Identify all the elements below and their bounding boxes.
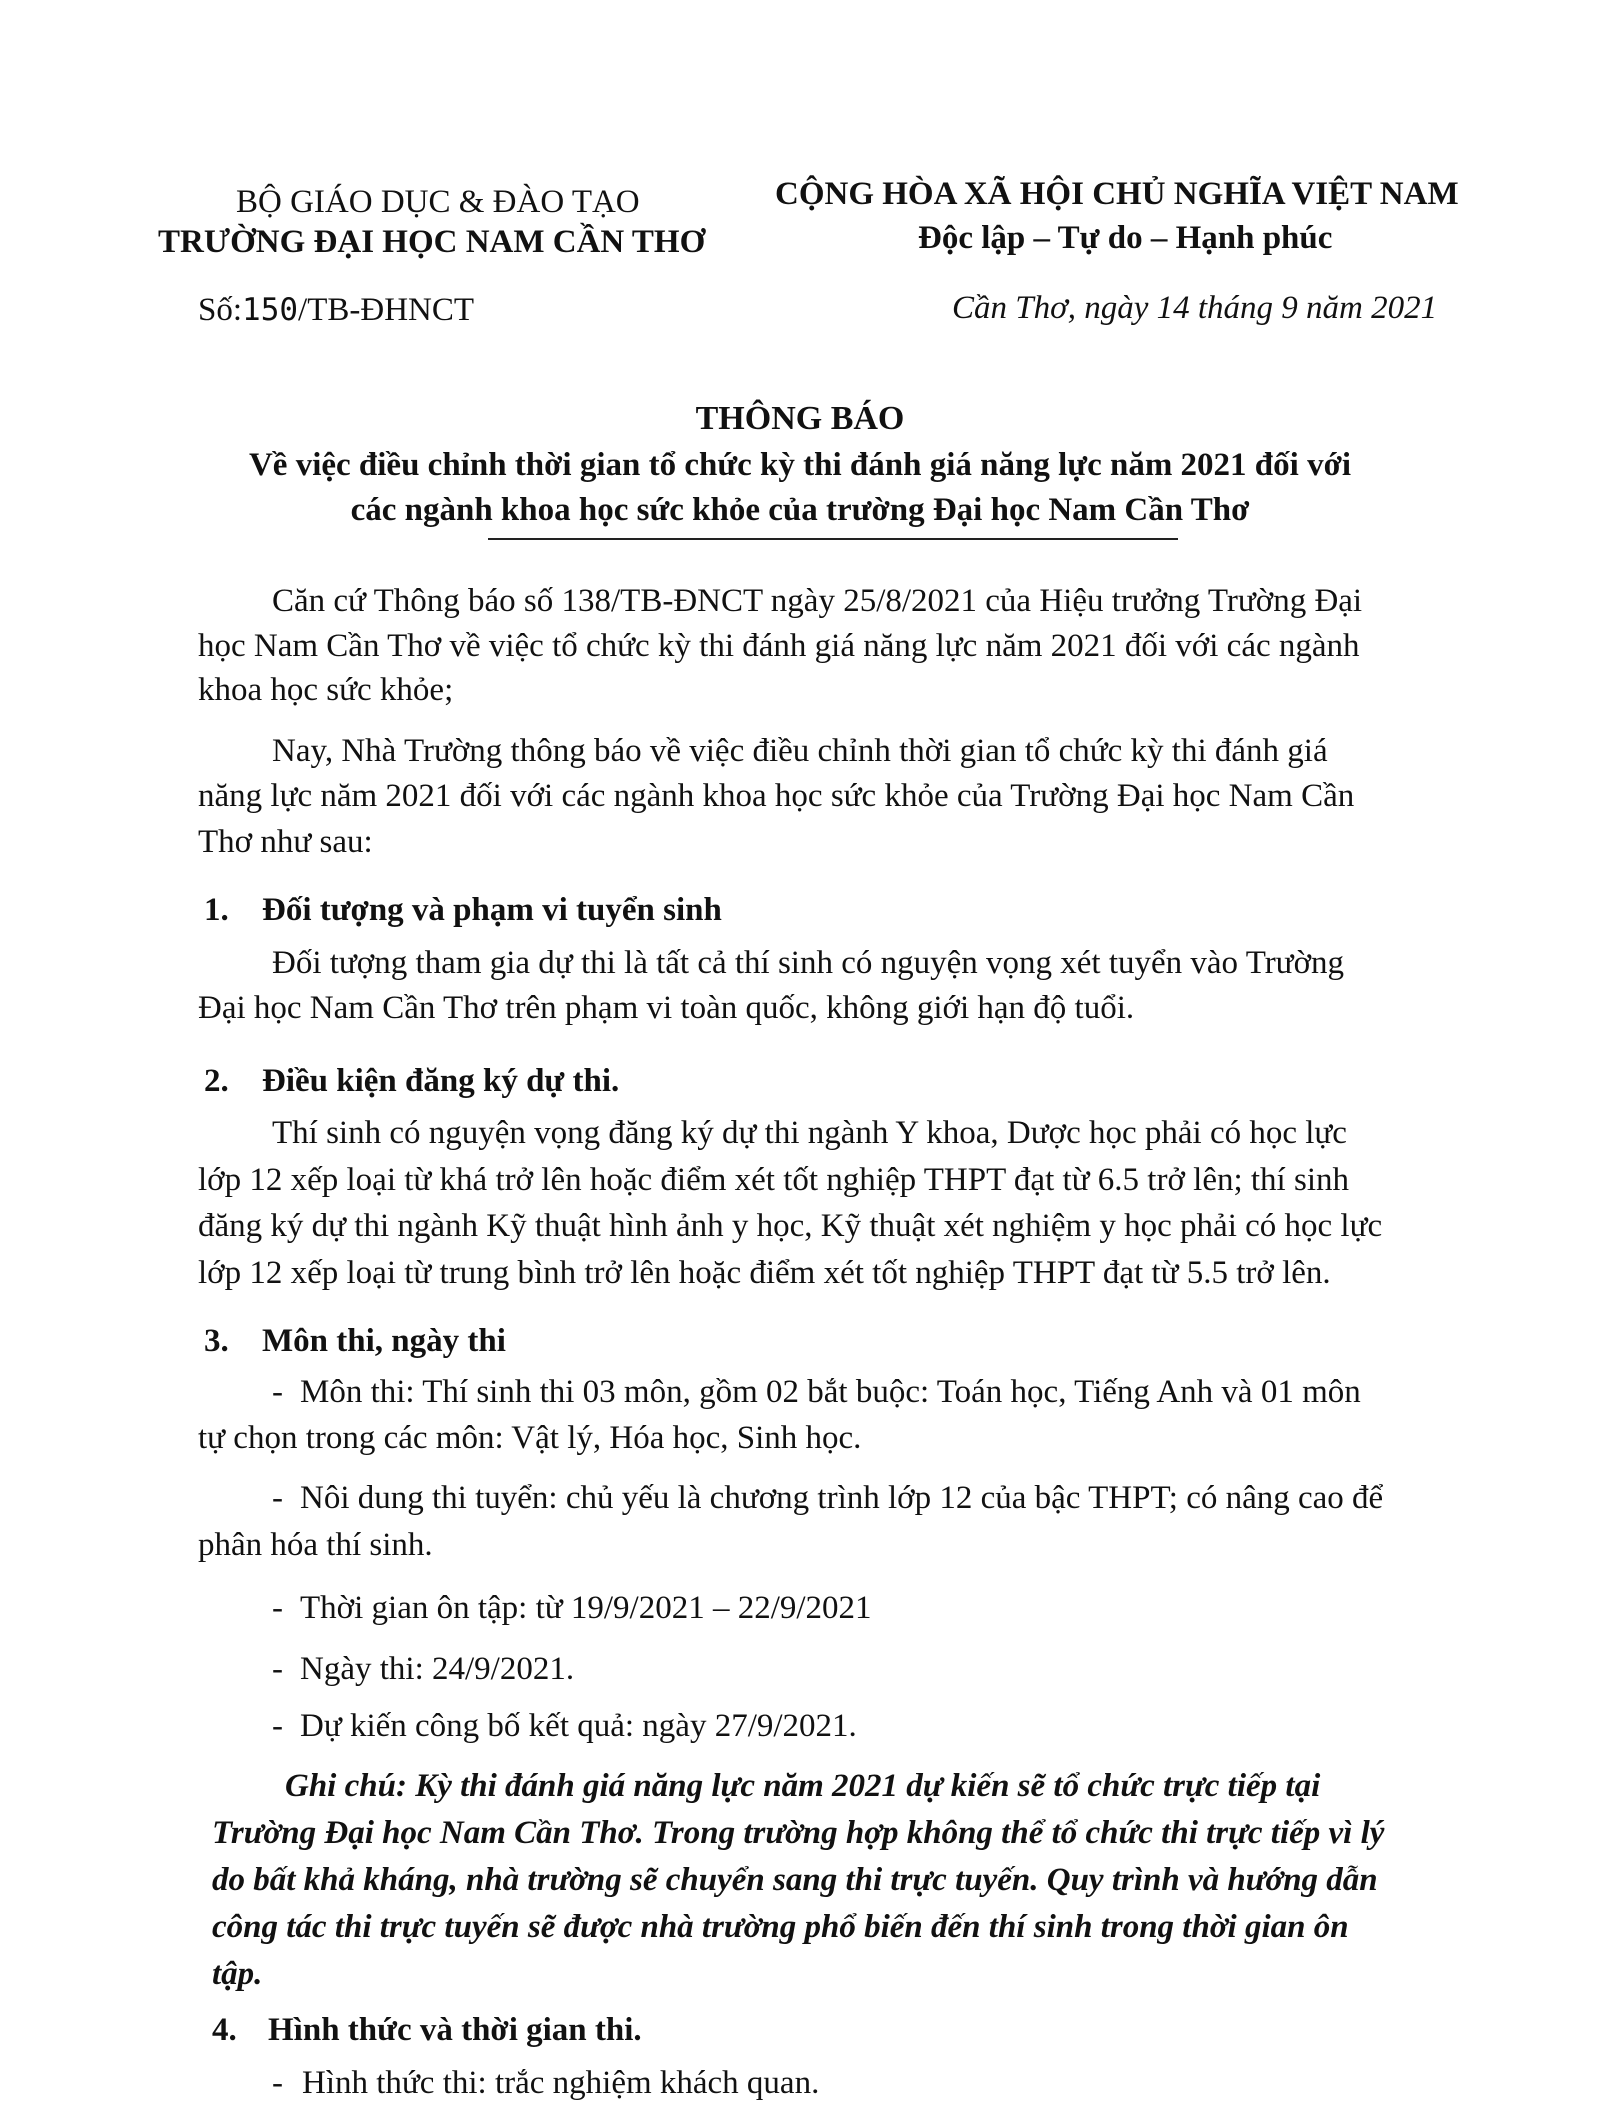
section3-item5: Dự kiến công bố kết quả: ngày 27/9/2021. <box>300 1708 857 1744</box>
section3-item2-line1: Nôi dung thi tuyển: chủ yếu là chương trình lớp 12 của bậc THPT; có nâng cao để <box>300 1480 1384 1516</box>
document-number-suffix: /TB-ĐHNCT <box>298 292 475 328</box>
section3-item2-dash: - <box>272 1480 283 1516</box>
note-line3: do bất khả kháng, nhà trường sẽ chuyển sang thi trực tuyến. Quy trình và hướng dẫn <box>212 1862 1378 1898</box>
nation-name: CỘNG HÒA XÃ HỘI CHỦ NGHĨA VIỆT NAM <box>775 176 1459 212</box>
intro-p2-line2: năng lực năm 2021 đối với các ngành khoa học sức khỏe của Trường Đại học Nam Cần <box>198 778 1355 814</box>
section4-number: 4. <box>212 2012 237 2048</box>
section2-line1: Thí sinh có nguyện vọng đăng ký dự thi ngành Y khoa, Dược học phải có học lực <box>272 1115 1347 1151</box>
document-subtitle-line1: Về việc điều chỉnh thời gian tổ chức kỳ thi đánh giá năng lực năm 2021 đối với <box>248 447 1352 483</box>
document-number-handwritten: 150 <box>242 292 299 328</box>
national-motto: Độc lập – Tự do – Hạnh phúc <box>918 220 1333 256</box>
note-line5: tập. <box>212 1956 263 1992</box>
intro-p1-line3: khoa học sức khỏe; <box>198 672 454 708</box>
section1-number: 1. <box>204 892 229 928</box>
intro-p2-line3: Thơ như sau: <box>198 824 373 860</box>
section4-title: Hình thức và thời gian thi. <box>268 2012 642 2048</box>
document-title: THÔNG BÁO <box>695 400 905 437</box>
intro-p2-line1: Nay, Nhà Trường thông báo về việc điều chỉnh thời gian tổ chức kỳ thi đánh giá <box>272 733 1328 769</box>
note-line2: Trường Đại học Nam Cần Thơ. Trong trường hợp không thể tổ chức thi trực tiếp vì lý <box>212 1815 1385 1851</box>
section2-line2: lớp 12 xếp loại từ khá trở lên hoặc điểm xét tốt nghiệp THPT đạt từ 6.5 trở lên; thí sinh <box>198 1162 1349 1198</box>
section1-title: Đối tượng và phạm vi tuyển sinh <box>262 892 722 928</box>
document-number <box>198 292 474 329</box>
section2-line4: lớp 12 xếp loại từ trung bình trở lên hoặc điểm xét tốt nghiệp THPT đạt từ 5.5 trở lên. <box>198 1255 1331 1291</box>
section2-line3: đăng ký dự thi ngành Kỹ thuật hình ảnh y học, Kỹ thuật xét nghiệm y học phải có học lực <box>198 1208 1383 1244</box>
section3-item3-dash: - <box>272 1590 283 1626</box>
ministry-name: BỘ GIÁO DỤC & ĐÀO TẠO <box>236 184 640 220</box>
section3-item5-dash: - <box>272 1708 283 1744</box>
section3-item4-dash: - <box>272 1651 283 1687</box>
section3-item2-line2: phân hóa thí sinh. <box>198 1527 433 1563</box>
section3-item1-label: Môn thi: <box>300 1374 415 1410</box>
section3-item1-line1 <box>300 1374 1361 1411</box>
section3-item1-line2: tự chọn trong các môn: Vật lý, Hóa học, Sinh học. <box>198 1420 862 1456</box>
section1-line2: Đại học Nam Cần Thơ trên phạm vi toàn quốc, không giới hạn độ tuổi. <box>198 990 1135 1026</box>
document-subtitle-line2: các ngành khoa học sức khỏe của trường Đại học Nam Cần Thơ <box>350 492 1250 528</box>
section3-item3: Thời gian ôn tập: từ 19/9/2021 – 22/9/2021 <box>300 1590 872 1626</box>
note-line1: Ghi chú: Kỳ thi đánh giá năng lực năm 2021 dự kiến sẽ tổ chức trực tiếp tại <box>285 1768 1321 1804</box>
section1-line1: Đối tượng tham gia dự thi là tất cả thí sinh có nguyện vọng xét tuyển vào Trường <box>272 945 1345 981</box>
section4-item1: Hình thức thi: trắc nghiệm khách quan. <box>302 2065 820 2101</box>
title-underline <box>488 538 1178 540</box>
section4-item1-dash: - <box>272 2065 283 2101</box>
place-date: Cần Thơ, ngày 14 tháng 9 năm 2021 <box>952 290 1438 326</box>
section3-item1-text: Thí sinh thi 03 môn, gồm 02 bắt buộc: Toán học, Tiếng Anh và 01 môn <box>414 1374 1361 1410</box>
section3-item4: Ngày thi: 24/9/2021. <box>300 1651 575 1687</box>
school-name: TRƯỜNG ĐẠI HỌC NAM CẦN THƠ <box>158 224 706 260</box>
section3-number: 3. <box>204 1323 229 1359</box>
document-number-prefix: Số: <box>198 292 243 328</box>
note-line4: công tác thi trực tuyến sẽ được nhà trường phổ biến đến thí sinh trong thời gian ôn <box>212 1909 1349 1945</box>
section3-title: Môn thi, ngày thi <box>262 1323 506 1359</box>
section2-number: 2. <box>204 1063 229 1099</box>
section2-title: Điều kiện đăng ký dự thi. <box>262 1063 620 1099</box>
intro-p1-line2: học Nam Cần Thơ về việc tổ chức kỳ thi đánh giá năng lực năm 2021 đối với các ngành <box>198 628 1360 664</box>
section3-item1-dash: - <box>272 1374 283 1410</box>
intro-p1-line1: Căn cứ Thông báo số 138/TB-ĐNCT ngày 25/8/2021 của Hiệu trưởng Trường Đại <box>272 583 1363 619</box>
